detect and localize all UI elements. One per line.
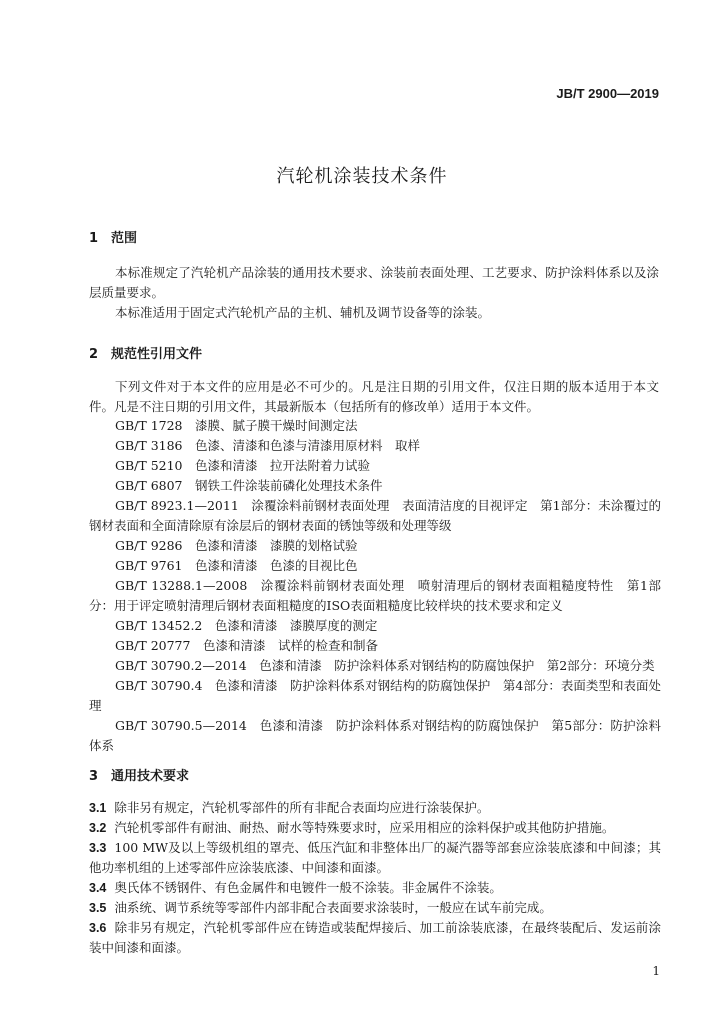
section-number: 3 xyxy=(89,769,99,784)
section-number: 2 xyxy=(89,347,99,362)
clause-number: 3.4 xyxy=(89,881,107,895)
page-number: 1 xyxy=(652,964,660,978)
clause-3-4 xyxy=(89,878,661,898)
section-number: 1 xyxy=(89,231,99,246)
clause-number: 3.6 xyxy=(89,921,107,935)
clause-number: 3.2 xyxy=(89,821,107,835)
clause-number: 3.3 xyxy=(89,841,107,855)
reference-item: GB/T 5210 色漆和清漆 拉开法附着力试验 xyxy=(115,458,371,473)
section-3-heading xyxy=(89,765,189,784)
scope-paragraph-1: 本标准规定了汽轮机产品涂装的通用技术要求、涂装前表面处理、工艺要求、防护涂料体系以及涂层质量要求。 xyxy=(89,265,659,300)
reference-item: GB/T 30790.5—2014 色漆和清漆 防护涂料体系对钢结构的防腐蚀保护 第5部分：防护涂料体系 xyxy=(89,718,661,753)
clause-text: 100 MW及以上等级机组的罩壳、低压汽缸和非整体出厂的凝汽器等部套应涂装底漆和中间漆；其他功率机组的上述零部件应涂装底漆、中间漆和面漆。 xyxy=(89,840,661,875)
clause-3-2 xyxy=(89,818,661,838)
references-intro: 下列文件对于本文件的应用是必不可少的。凡是注日期的引用文件，仅注日期的版本适用于本文件。凡是不注日期的引用文件，其最新版本（包括所有的修改单）适用于本文件。 xyxy=(89,379,659,414)
clause-3-6 xyxy=(89,918,661,958)
clause-3-1 xyxy=(89,798,661,818)
clause-3-3 xyxy=(89,838,661,878)
reference-item: GB/T 1728 漆膜、腻子膜干燥时间测定法 xyxy=(115,418,358,433)
clause-text: 油系统、调节系统等零部件内部非配合表面要求涂装时，一般应在试车前完成。 xyxy=(114,900,552,915)
scope-paragraph-2: 本标准适用于固定式汽轮机产品的主机、辅机及调节设备等的涂装。 xyxy=(115,305,491,320)
reference-item: GB/T 13288.1—2008 涂覆涂料前钢材表面处理 喷射清理后的钢材表面粗糙度特性 第1部分：用于评定喷射清理后钢材表面粗糙度的ISO表面粗糙度比较样块的技术要求和定义 xyxy=(89,578,661,613)
reference-item: GB/T 30790.2—2014 色漆和清漆 防护涂料体系对钢结构的防腐蚀保护 第2部分：环境分类 xyxy=(115,658,655,673)
clause-3-5 xyxy=(89,898,661,918)
clause-text: 汽轮机零部件有耐油、耐热、耐水等特殊要求时，应采用相应的涂料保护或其他防护措施。 xyxy=(114,820,615,835)
section-1-heading xyxy=(89,227,137,246)
reference-item: GB/T 9286 色漆和清漆 漆膜的划格试验 xyxy=(115,538,358,553)
reference-item: GB/T 8923.1—2011 涂覆涂料前钢材表面处理 表面清洁度的目视评定 第1部分：未涂覆过的钢材表面和全面清除原有涂层后的钢材表面的锈蚀等级和处理等级 xyxy=(89,498,661,533)
section-title: 范围 xyxy=(111,231,138,246)
reference-item: GB/T 9761 色漆和清漆 色漆的目视比色 xyxy=(115,558,358,573)
section-2-heading xyxy=(89,343,202,362)
clause-number: 3.1 xyxy=(89,801,107,815)
reference-item: GB/T 13452.2 色漆和清漆 漆膜厚度的测定 xyxy=(115,618,378,633)
clause-number: 3.5 xyxy=(89,901,107,915)
section-title: 通用技术要求 xyxy=(111,769,190,784)
clause-text: 除非另有规定，汽轮机零部件的所有非配合表面均应进行涂装保护。 xyxy=(114,800,490,815)
reference-item: GB/T 3186 色漆、清漆和色漆与清漆用原材料 取样 xyxy=(115,438,421,453)
document-title: 汽轮机涂装技术条件 xyxy=(276,166,448,187)
standard-code: JB/T 2900—2019 xyxy=(556,86,659,101)
section-title: 规范性引用文件 xyxy=(111,347,203,362)
reference-item: GB/T 20777 色漆和清漆 试样的检查和制备 xyxy=(115,638,378,653)
clause-text: 奥氏体不锈钢件、有色金属件和电镀件一般不涂装。非金属件不涂装。 xyxy=(114,880,502,895)
reference-item: GB/T 6807 钢铁工件涂装前磷化处理技术条件 xyxy=(115,478,383,493)
reference-item: GB/T 30790.4 色漆和清漆 防护涂料体系对钢结构的防腐蚀保护 第4部分：表面类型和表面处理 xyxy=(89,678,661,713)
clause-text: 除非另有规定，汽轮机零部件应在铸造或装配焊接后、加工前涂装底漆，在最终装配后、发运前涂装中间漆和面漆。 xyxy=(89,920,661,955)
